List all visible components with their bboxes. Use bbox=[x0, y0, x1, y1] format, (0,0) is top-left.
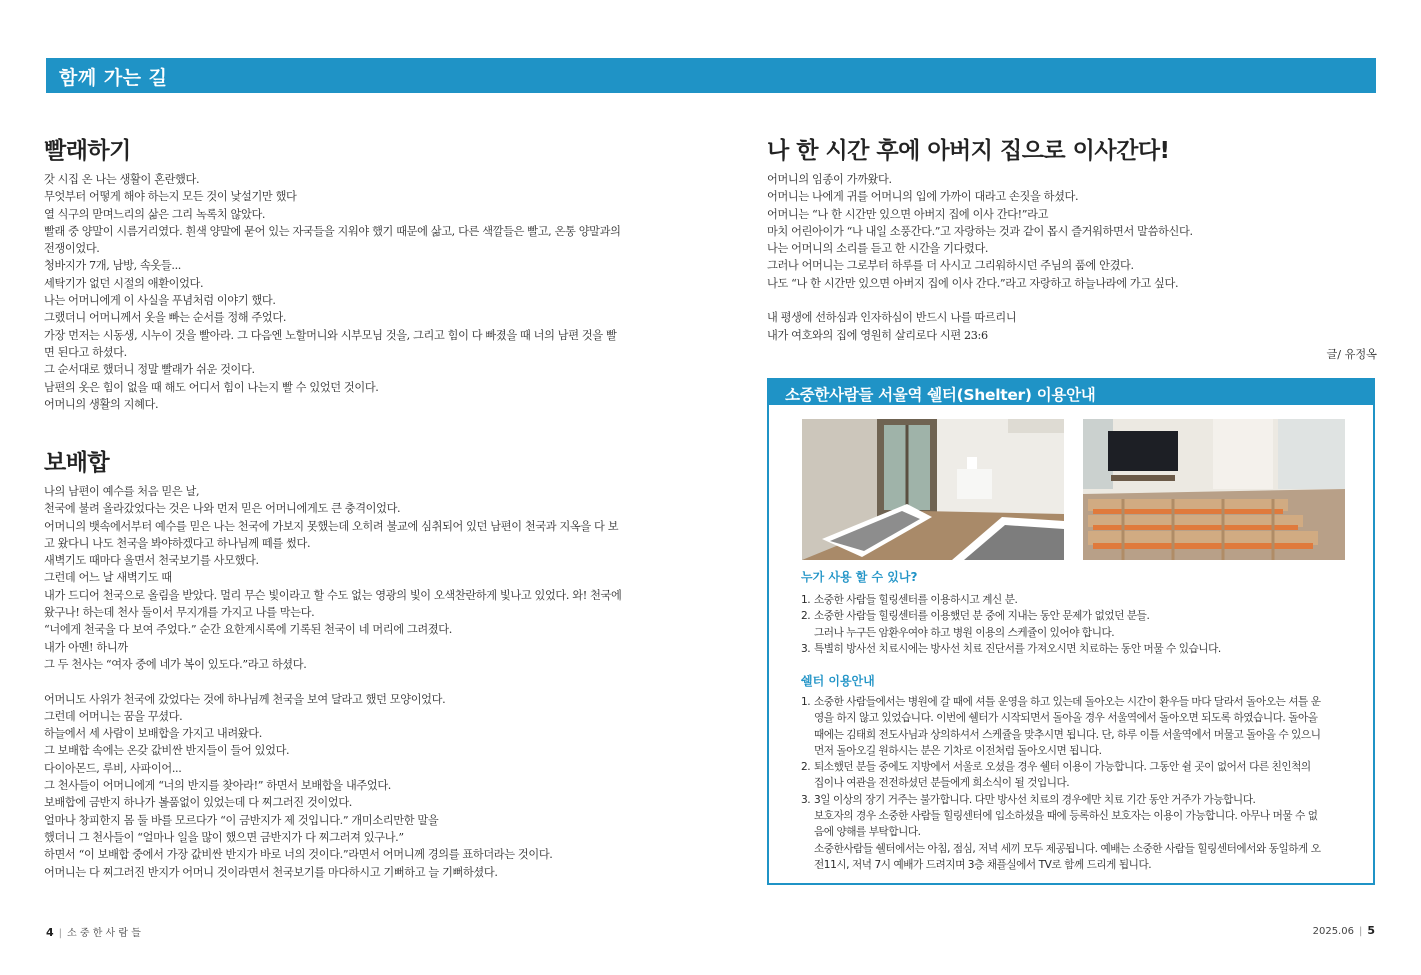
issue-date: 2025.06 bbox=[1312, 926, 1354, 937]
story-title: 빨래하기 bbox=[44, 138, 131, 164]
byline: 글/ 유정옥 bbox=[1326, 347, 1377, 361]
list-item bbox=[801, 608, 1361, 641]
item-text: 소중한 사람들에서는 병원에 갈 때에 셔틀 운영을 하고 있는데 돌아오는 시간이 환우들 마다 달라서 돌아오는 셔틀 운 영을 하지 않고 있었습니다. 이번에 쉘터가 시작되면서 돌아올 경우 서울역에서 돌아오면 되도록 하였습니다. 돌아올 때에는 김태희 전도사님과 상의하셔서 스케쥴을 맞추시면 됩니다. 단, 하루 이틀 서울역에서 머물고 돌아올 수 있으니 먼저 돌아오길 원하시는 분은 기차로 이전처럼 돌아오시면 됩니다. bbox=[814, 696, 1321, 757]
text-line: 그러나 어머니는 그로부터 하루를 더 사시고 그리워하시던 주님의 품에 안겼다. bbox=[767, 259, 1134, 273]
text-line: 그 두 천사는 “여자 중에 네가 복이 있도다.”라고 하셨다. bbox=[44, 657, 307, 671]
item-number: 3. bbox=[801, 793, 811, 806]
text-line: 어머니의 임종이 가까왔다. bbox=[767, 173, 892, 186]
text-line: 나도 “나 한 시간만 있으면 아버지 집에 이사 간다.”라고 자랑하고 하늘나라에 가고 싶다. bbox=[767, 276, 1179, 290]
bedroom-photo bbox=[802, 419, 1064, 560]
story-moving-home bbox=[767, 132, 1377, 362]
text-line: 어머니도 사위가 천국에 갔었다는 것에 하나님께 천국을 보여 달라고 했던 모양이었다. bbox=[44, 692, 446, 706]
story-title: 보배합 bbox=[44, 450, 110, 476]
text-line bbox=[767, 292, 1377, 309]
text-line: 내가 아멘! 하니까 bbox=[44, 640, 128, 654]
section-banner bbox=[46, 58, 1376, 93]
item-number: 3. bbox=[801, 642, 811, 655]
item-text: 소중한 사람들 힐링센터를 이용했던 분 중에 지내는 동안 문제가 없었던 분들. 그러나 누구든 암환우여야 하고 병원 이용의 스케쥴이 있어야 합니다. bbox=[814, 610, 1150, 639]
text-line: 전쟁이었다. bbox=[44, 242, 100, 256]
text-line: 내 평생에 선하심과 인자하심이 반드시 나를 따르리니 bbox=[767, 311, 1017, 325]
text-line: 그런데 어머니는 꿈을 꾸셨다. bbox=[44, 709, 183, 723]
story-laundry bbox=[44, 132, 669, 413]
text-line bbox=[44, 673, 669, 690]
who-can-use-heading: 누가 사용 할 수 있나? bbox=[801, 570, 918, 584]
text-line: 다이아몬드, 루비, 사파이어... bbox=[44, 761, 182, 775]
text-line: “너에게 천국을 다 보여 주었다.” 순간 요한계시록에 기록된 천국이 네 머리에 그려졌다. bbox=[44, 623, 452, 637]
publication-name: 소 중 한 사 람 들 bbox=[67, 928, 141, 939]
item-text: 퇴소했던 분들 중에도 지방에서 서울로 오셨을 경우 쉘터 이용이 가능합니다. 그동안 쉴 곳이 없어서 다른 친인척의 집이나 여관을 전전하셨던 분들에게 희소식이 될 것입니다. bbox=[814, 761, 1311, 790]
page-number: 5 bbox=[1367, 924, 1375, 937]
story-body bbox=[44, 483, 669, 881]
text-line: 고 왔다니 나도 천국을 봐야하겠다고 하나님께 떼를 썼다. bbox=[44, 536, 311, 550]
list-item bbox=[801, 694, 1361, 759]
text-line: 나의 남편이 예수를 처음 믿은 날, bbox=[44, 485, 200, 498]
text-line: 마치 어린아이가 “나 내일 소풍간다.”고 자랑하는 것과 같이 몹시 즐거워하면서 말씀하신다. bbox=[767, 224, 1193, 238]
text-line: 청바지가 7개, 남방, 속옷들... bbox=[44, 259, 181, 273]
text-line: 면 된다고 하셨다. bbox=[44, 345, 127, 359]
list-item bbox=[801, 759, 1361, 792]
who-can-use-list bbox=[801, 592, 1361, 657]
text-line: 했더니 그 천사들이 “얼마나 일을 많이 했으면 금반지가 다 찌그러져 있구나.” bbox=[44, 830, 404, 844]
text-line: 가장 먼저는 시동생, 시누이 것을 빨아라. 그 다음엔 노할머니와 시부모님 것을, 그리고 힘이 다 빠졌을 때 너의 남편 것을 빨 bbox=[44, 328, 617, 342]
text-line: 무엇부터 어떻게 해야 하는지 모든 것이 낯설기만 했다 bbox=[44, 190, 297, 204]
story-treasure-box bbox=[44, 444, 669, 881]
text-line: 그랬더니 어머니께서 옷을 빠는 순서를 정해 주었다. bbox=[44, 311, 287, 325]
text-line: 어머니는 “나 한 시간만 있으면 아버지 집에 이사 간다!”라고 bbox=[767, 207, 1049, 221]
text-line: 그런데 어느 날 새벽기도 때 bbox=[44, 571, 172, 585]
list-item bbox=[801, 592, 1361, 608]
item-number: 1. bbox=[801, 594, 811, 606]
text-line: 내가 드디어 천국으로 올림을 받았다. 멀리 무슨 빛이라고 할 수도 없는 영광의 빛이 오색찬란하게 빛나고 있었다. 와! 천국에 bbox=[44, 588, 622, 602]
text-line: 어머니는 다 찌그러진 반지가 어머니 것이라면서 천국보기를 마다하시고 기뻐하고 늘 기뻐하셨다. bbox=[44, 865, 498, 879]
text-line: 하면서 “이 보배합 중에서 가장 값비싼 반지가 바로 너의 것이다.”라면서 어머니께 경의를 표하더라는 것이다. bbox=[44, 848, 553, 862]
shelter-info-box bbox=[767, 378, 1375, 885]
text-line: 하늘에서 세 사람이 보배합을 가지고 내려왔다. bbox=[44, 727, 262, 741]
text-line: 어머니는 나에게 귀를 어머니의 입에 가까이 대라고 손짓을 하셨다. bbox=[767, 190, 1079, 204]
text-line: 그 순서대로 했더니 정말 빨래가 쉬운 것이다. bbox=[44, 363, 255, 377]
text-line: 얼마나 창피한지 몸 둘 바를 모르다가 “이 금반지가 제 것입니다.” 개미소리만한 말을 bbox=[44, 813, 439, 827]
text-line: 나는 어머니의 소리를 듣고 한 시간을 기다렸다. bbox=[767, 242, 989, 256]
story-body bbox=[767, 171, 1377, 344]
shelter-guide-heading: 쉘터 이용안내 bbox=[801, 674, 875, 688]
list-item bbox=[801, 792, 1361, 873]
text-line: 새벽기도 때마다 울면서 천국보기를 사모했다. bbox=[44, 554, 259, 568]
lounge-photo bbox=[1083, 419, 1345, 560]
shelter-guide-list bbox=[801, 694, 1361, 873]
section-title: 함께 가는 길 bbox=[59, 67, 168, 89]
text-line: 천국에 불려 올라갔었다는 것은 나와 먼저 믿은 어머니에게도 큰 충격이었다. bbox=[44, 502, 401, 516]
text-line: 세탁기가 없던 시절의 애환이었다. bbox=[44, 276, 204, 290]
text-line: 어머니의 생활의 지혜다. bbox=[44, 397, 159, 411]
text-line: 어머니의 뱃속에서부터 예수를 믿은 나는 천국에 가보지 못했는데 오히려 불교에 심취되어 있던 남편이 천국과 지옥을 다 보 bbox=[44, 519, 619, 533]
text-line: 나는 어머니에게 이 사실을 푸념처럼 이야기 했다. bbox=[44, 294, 276, 308]
box-title: 소중한사람들 서울역 쉘터(Shelter) 이용안내 bbox=[785, 386, 1096, 404]
page-number: 4 bbox=[46, 926, 54, 939]
story-title: 나 한 시간 후에 아버지 집으로 이사간다! bbox=[767, 138, 1170, 164]
list-item bbox=[801, 641, 1361, 657]
text-line: 갓 시집 온 나는 생활이 혼란했다. bbox=[44, 173, 200, 186]
text-line: 남편의 옷은 힘이 없을 때 해도 어디서 힘이 나는지 빨 수 있었던 것이다. bbox=[44, 380, 379, 394]
item-number: 2. bbox=[801, 761, 811, 774]
text-line: 왔구나! 하는데 천사 둘이서 무지개를 가지고 나를 막는다. bbox=[44, 606, 315, 620]
footer-left: 4 | 소 중 한 사 람 들 bbox=[46, 926, 141, 939]
text-line: 그 천사들이 어머니에게 “너의 반지를 찾아라!” 하면서 보배합을 내주었다. bbox=[44, 779, 391, 793]
item-text: 소중한 사람들 힐링센터를 이용하시고 계신 분. bbox=[814, 594, 1018, 606]
box-header bbox=[769, 380, 1373, 405]
story-body bbox=[44, 171, 669, 413]
item-number: 1. bbox=[801, 696, 811, 708]
item-number: 2. bbox=[801, 610, 811, 623]
item-text: 3일 이상의 장기 거주는 불가합니다. 다만 방사선 치료의 경우에만 치료 기간 동안 거주가 가능합니다. 보호자의 경우 소중한 사람들 힐링센터에 입소하셨을 때에 등록하신 보호자는 이용이 가능합니다. 아무나 머물 수 없 음에 양해를 부탁합니다. 소중한사람들 쉘터에서는 아침, 점심, 저녁 세끼 모두 제공됩니다. 예배는 소중한 사람들 힐링센터에서와 동일하게 오 전11시, 저녁 7시 예배가 드려지며 3층 채플실에서 TV로 함께 드리게 됩니다. bbox=[814, 793, 1321, 871]
footer-right: 2025.06 | 5 bbox=[1312, 924, 1375, 937]
text-line: 보배합에 금반지 하나가 볼품없이 있었는데 다 찌그러진 것이었다. bbox=[44, 796, 352, 810]
text-line: 빨래 중 양말이 시름거리였다. 흰색 양말에 묻어 있는 자국들을 지워야 했기 때문에 삶고, 다른 색깔들은 빨고, 온통 양말과의 bbox=[44, 224, 621, 238]
text-line: 그 보배합 속에는 온갖 값비싼 반지들이 들어 있었다. bbox=[44, 744, 290, 758]
text-line: 열 식구의 맏며느리의 삶은 그리 녹록치 않았다. bbox=[44, 207, 266, 221]
item-text: 특별히 방사선 치료시에는 방사선 치료 진단서를 가져오시면 치료하는 동안 머물 수 있습니다. bbox=[814, 642, 1221, 655]
text-line: 내가 여호와의 집에 영원히 살리로다 시편 23:6 bbox=[767, 328, 988, 342]
